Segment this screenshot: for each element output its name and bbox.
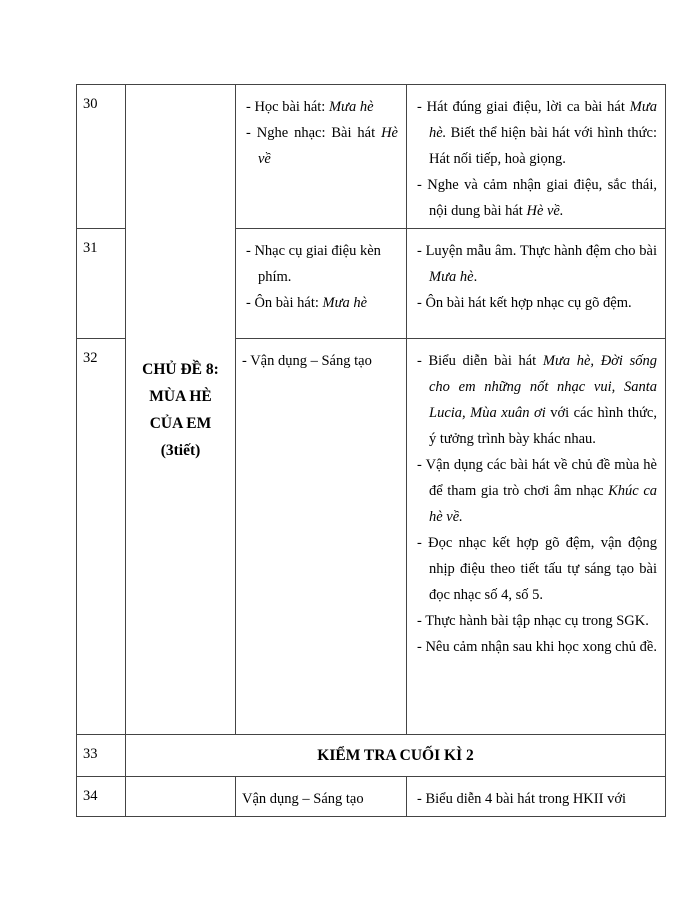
requirement-item: - Nêu cảm nhận sau khi học xong chủ đề. bbox=[417, 639, 657, 655]
exam-title: KIỂM TRA CUỐI KÌ 2 bbox=[126, 735, 666, 777]
topic-name-line1: MÙA HÈ bbox=[149, 387, 212, 405]
lesson-plan-table bbox=[76, 84, 666, 817]
table-row bbox=[77, 85, 666, 229]
requirement-item: - Nghe và cảm nhận giai điệu, sắc thái, nội dung bài hát Hè về. bbox=[417, 177, 657, 219]
requirement-item: - Đọc nhạc kết hợp gõ đệm, vận động nhịp điệu theo tiết tấu tự sáng tạo bài đọc nhạc số 4, số 5. bbox=[417, 535, 657, 603]
requirement-item: - Hát đúng giai điệu, lời ca bài hát Mưa hè. Biết thể hiện bài hát với hình thức: Hát nối tiếp, hoà giọng. bbox=[417, 99, 657, 167]
requirement-item: - Biểu diễn bài hát Mưa hè, Đời sống cho em những nốt nhạc vui, Santa Lucia, Mùa xuân ơi với các hình thức, ý tưởng trình bày khác nhau. bbox=[417, 353, 657, 447]
requirement-item: - Ôn bài hát kết hợp nhạc cụ gõ đệm. bbox=[417, 295, 632, 311]
activity-cell bbox=[236, 85, 407, 229]
period-number: 31 bbox=[77, 229, 126, 339]
activity-cell bbox=[236, 339, 407, 735]
topic-periods: (3tiết) bbox=[160, 441, 201, 459]
topic-name-line2: CỦA EM bbox=[149, 414, 212, 432]
requirement-item: - Thực hành bài tập nhạc cụ trong SGK. bbox=[417, 613, 649, 629]
activity-cell: Vận dụng – Sáng tạo bbox=[236, 777, 407, 817]
requirement-cell bbox=[407, 229, 666, 339]
table-row bbox=[77, 735, 666, 777]
requirement-cell bbox=[407, 85, 666, 229]
activity-item: - Học bài hát: Mưa hè bbox=[246, 99, 374, 115]
requirement-cell bbox=[407, 339, 666, 735]
requirement-item: - Luyện mẫu âm. Thực hành đệm cho bài Mưa hè. bbox=[417, 243, 657, 285]
period-number: 30 bbox=[77, 85, 126, 229]
activity-cell bbox=[236, 229, 407, 339]
period-number: 34 bbox=[77, 777, 126, 817]
table-row bbox=[77, 777, 666, 817]
activity-item: - Vận dụng – Sáng tạo bbox=[242, 353, 372, 369]
topic-cell bbox=[126, 777, 236, 817]
requirement-item: - Vận dụng các bài hát về chủ đề mùa hè để tham gia trò chơi âm nhạc Khúc ca hè về. bbox=[417, 457, 658, 525]
topic-cell bbox=[126, 85, 236, 735]
activity-item: - Nghe nhạc: Bài hát Hè về bbox=[246, 125, 398, 167]
topic-title: CHỦ ĐỀ 8: bbox=[142, 360, 219, 378]
activity-item: - Nhạc cụ giai điệu kèn phím. bbox=[246, 243, 381, 285]
requirement-cell: - Biểu diễn 4 bài hát trong HKII với bbox=[407, 777, 666, 817]
period-number: 33 bbox=[77, 735, 126, 777]
activity-item: - Ôn bài hát: Mưa hè bbox=[246, 295, 368, 311]
period-number: 32 bbox=[77, 339, 126, 735]
